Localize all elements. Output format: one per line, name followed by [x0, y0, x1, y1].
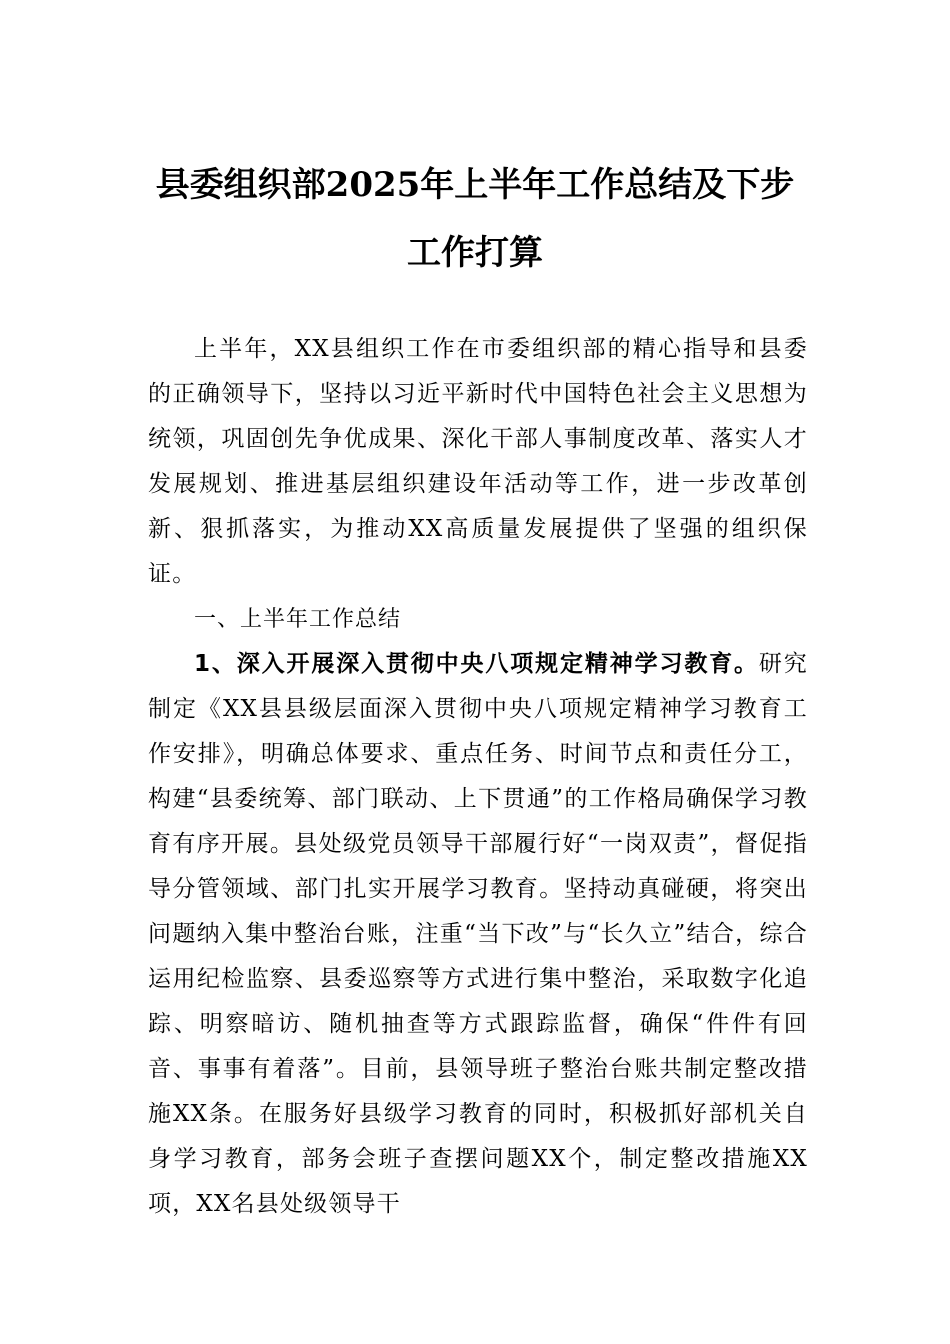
intro-paragraph: 上半年，XX县组织工作在市委组织部的精心指导和县委的正确领导下，坚持以习近平新时代中国特色社会主义思想为统领，巩固创先争优成果、深化干部人事制度改革、落实人才发展规划、推进基层组织建设年活动等工作，进一步改革创新、狠抓落实，为推动XX高质量发展提供了坚强的组织保证。 — [148, 336, 808, 587]
section-heading: 一、上半年工作总结 — [194, 607, 402, 632]
item-1-text: 研究制定《XX县县级层面深入贯彻中央八项规定精神学习教育工作安排》，明确总体要求、重点任务、时间节点和责任分工，构建“县委统筹、部门联动、上下贯通”的工作格局确保学习教育有序开展。县处级党员领导干部履行好“一岗双责”，督促指导分管领域、部门扎实开展学习教育。坚持动真碰硬，将突出问题纳入集中整治台账，注重“当下改”与“长久立”结合，综合运用纪检监察、县委巡察等方式进行集中整治，采取数字化追踪、明察暗访、随机抽查等方式跟踪监督，确保“件件有回音、事事有着落”。目前，县领导班子整治台账共制定整改措施XX条。在服务好县级学习教育的同时，积极抓好部机关自身学习教育，部务会班子查摆问题XX个，制定整改措施XX项，XX名县处级领导干 — [148, 651, 808, 1217]
item-1-lead: 1、深入开展深入贯彻中央八项规定精神学习教育。 — [194, 651, 759, 677]
document-title-line-1: 县委组织部2025年上半年工作总结及下步 — [155, 165, 795, 205]
item-1-paragraph — [148, 642, 808, 1227]
document-title-line-2: 工作打算 — [407, 233, 543, 273]
